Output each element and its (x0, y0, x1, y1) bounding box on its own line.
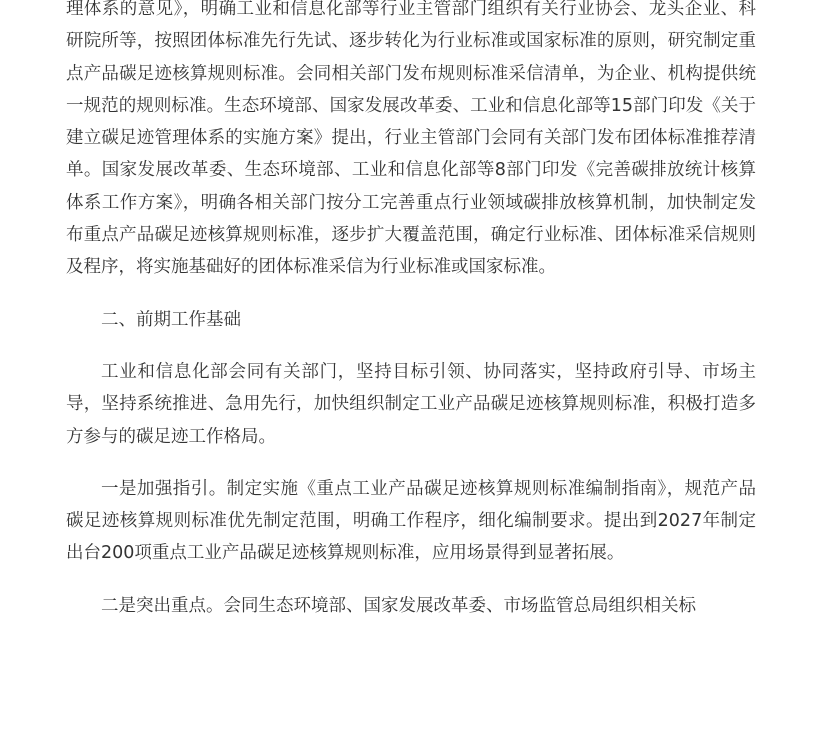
section-heading-work-foundation: 二、前期工作基础 (101, 309, 241, 330)
paragraph-highlight-priorities: 二是突出重点。会同生态环境部、国家发展改革委、市场监管总局组织相关标 (101, 595, 696, 616)
paragraph-policy-context: 理体系的意见》，明确工业和信息化部等行业主管部门组织有关行业协会、龙头企业、科研院所等，按照团体标准先行先试、逐步转化为行业标准或国家标准的原则，研究制定重点产品碳足迹核算规则标准。会同相关部门发布规则标准采信清单，为企业、机构提供统一规范的规则标准。生态环境部、国家发展改革委、工业和信息化部等15部门印发《关于建立碳足迹管理体系的实施方案》提出，行业主管部门会同有关部门发布团体标准推荐清单。国家发展改革委、生态环境部、工业和信息化部等8部门印发《完善碳排放统计核算体系工作方案》，明确各相关部门按分工完善重点行业领域碳排放核算机制，加快制定发布重点产品碳足迹核算规则标准，逐步扩大覆盖范围，确定行业标准、团体标准采信规则及程序，将实施基础好的团体标准采信为行业标准或国家标准。 (66, 0, 756, 278)
article-body (66, 0, 756, 622)
paragraph-strengthen-guidance: 一是加强指引。制定实施《重点工业产品碳足迹核算规则标准编制指南》，规范产品碳足迹核算规则标准优先制定范围，明确工作程序，细化编制要求。提出到2027年制定出台200项重点工业产品碳足迹核算规则标准，应用场景得到显著拓展。 (66, 478, 756, 564)
paragraph-work-overview: 工业和信息化部会同有关部门，坚持目标引领、协同落实，坚持政府引导、市场主导，坚持系统推进、急用先行，加快组织制定工业产品碳足迹核算规则标准，积极打造多方参与的碳足迹工作格局。 (66, 361, 756, 447)
